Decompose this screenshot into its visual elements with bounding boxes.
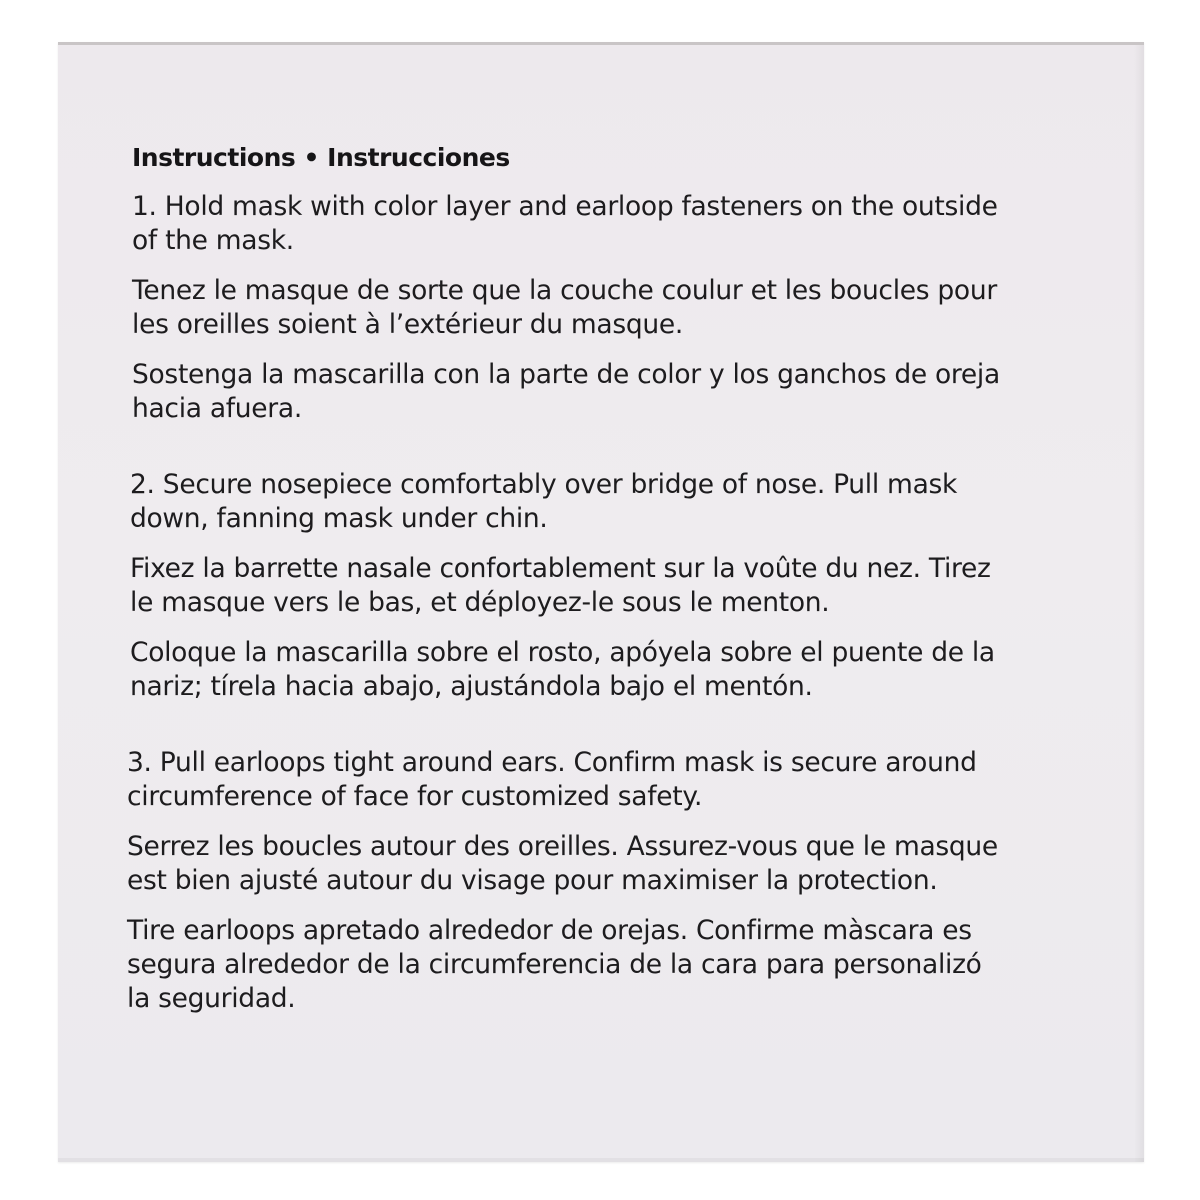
step-2-english: 2. Secure nosepiece comfortably over bridge of nose. Pull mask down, fanning mask under chin. — [130, 469, 958, 534]
packaging-panel — [58, 42, 1144, 1162]
step-3-english: 3. Pull earloops tight around ears. Confirm mask is secure around circumference of face for customized safety. — [127, 747, 977, 812]
step-2-french: Fixez la barrette nasale confortablement sur la voûte du nez. Tirez le masque vers le bas, et déployez-le sous le menton. — [130, 553, 991, 618]
panel-edge-shadow — [1134, 45, 1144, 1162]
instruction-step-3 — [127, 746, 1090, 1016]
instruction-step-1 — [132, 190, 1090, 426]
step-3-spanish: Tire earloops apretado alrededor de orejas. Confirme màscara es segura alrededor de la circumferencia de la cara para personalizó la seguridad. — [127, 915, 982, 1014]
step-2-spanish: Coloque la mascarilla sobre el rosto, apóyela sobre el puente de la nariz; tírela hacia abajo, ajustándola bajo el mentón. — [130, 637, 995, 702]
instructions-block — [127, 143, 1090, 1058]
step-3-french: Serrez les boucles autour des oreilles. Assurez-vous que le masque est bien ajusté autour du visage pour maximiser la protection. — [127, 831, 998, 896]
panel-bottom-edge — [58, 1158, 1144, 1162]
instructions-heading: Instructions • Instrucciones — [132, 143, 510, 172]
step-1-spanish: Sostenga la mascarilla con la parte de color y los ganchos de oreja hacia afuera. — [132, 359, 1000, 424]
instruction-step-2 — [130, 468, 1090, 704]
step-1-french: Tenez le masque de sorte que la couche coulur et les boucles pour les oreilles soient à l’extérieur du masque. — [132, 275, 997, 340]
step-1-english: 1. Hold mask with color layer and earloop fasteners on the outside of the mask. — [132, 191, 998, 256]
